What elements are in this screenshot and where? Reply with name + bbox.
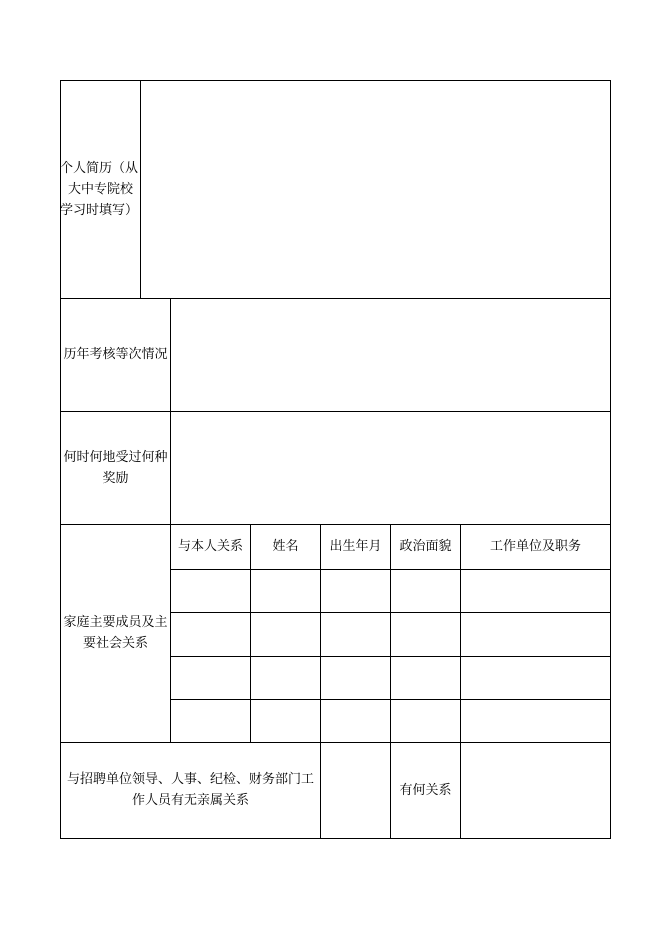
resume-label-line2: 大中专院校 [67,181,133,197]
family-row2-birth-cell[interactable] [321,613,390,656]
relation-type-input[interactable] [461,743,610,838]
awards-label-line1: 何时何地受过何种 [63,449,168,465]
family-label-line2: 要社会关系 [82,636,148,651]
family-row4-politics-cell[interactable] [391,700,460,742]
relatives-label [60,742,321,838]
border-right [610,80,611,839]
family-row4-birth-cell[interactable] [321,700,390,742]
family-row1-birth-cell[interactable] [321,570,390,612]
resume-input-area[interactable] [141,81,610,298]
relation-type-label: 有何关系 [399,782,452,798]
assessment-label [60,298,171,411]
family-row2-relation-cell[interactable] [171,613,250,656]
resume-label-line1: 个人简历（从 [60,160,139,176]
family-row4-name-cell[interactable] [251,700,320,742]
assessment-input-area[interactable] [171,299,610,411]
family-row2-politics-cell[interactable] [391,613,460,656]
family-label [60,524,171,742]
header-name: 姓名 [272,539,299,554]
family-row1-name-cell[interactable] [251,570,320,612]
header-relation: 与本人关系 [177,539,243,554]
family-row1-work-cell[interactable] [461,570,610,612]
header-political-status: 政治面貌 [399,539,452,554]
header-workplace-position: 工作单位及职务 [489,539,581,554]
family-label-line1: 家庭主要成员及主 [63,615,168,630]
border-bottom [60,838,611,839]
family-row1-politics-cell[interactable] [391,570,460,612]
family-row4-relation-cell[interactable] [171,700,250,742]
family-row3-politics-cell[interactable] [391,657,460,699]
family-row4-work-cell[interactable] [461,700,610,742]
family-row1-relation-cell[interactable] [171,570,250,612]
awards-label [60,411,171,524]
resume-label-line3: 学习时填写） [60,202,139,218]
family-row3-work-cell[interactable] [461,657,610,699]
family-row3-relation-cell[interactable] [171,657,250,699]
relatives-label-line1: 与招聘单位领导、人事、纪检、财务部门工 [66,772,314,787]
awards-label-line2: 奖励 [102,470,129,486]
assessment-label-text: 历年考核等次情况 [63,347,168,362]
family-row3-birth-cell[interactable] [321,657,390,699]
relatives-label-line2: 作人员有无亲属关系 [131,793,249,808]
family-row3-name-cell[interactable] [251,657,320,699]
header-birth-date: 出生年月 [329,539,382,554]
relatives-yes-no-cell[interactable] [321,743,390,838]
family-row2-name-cell[interactable] [251,613,320,656]
awards-input-area[interactable] [171,412,610,524]
resume-label [60,80,141,298]
family-row2-work-cell[interactable] [461,613,610,656]
